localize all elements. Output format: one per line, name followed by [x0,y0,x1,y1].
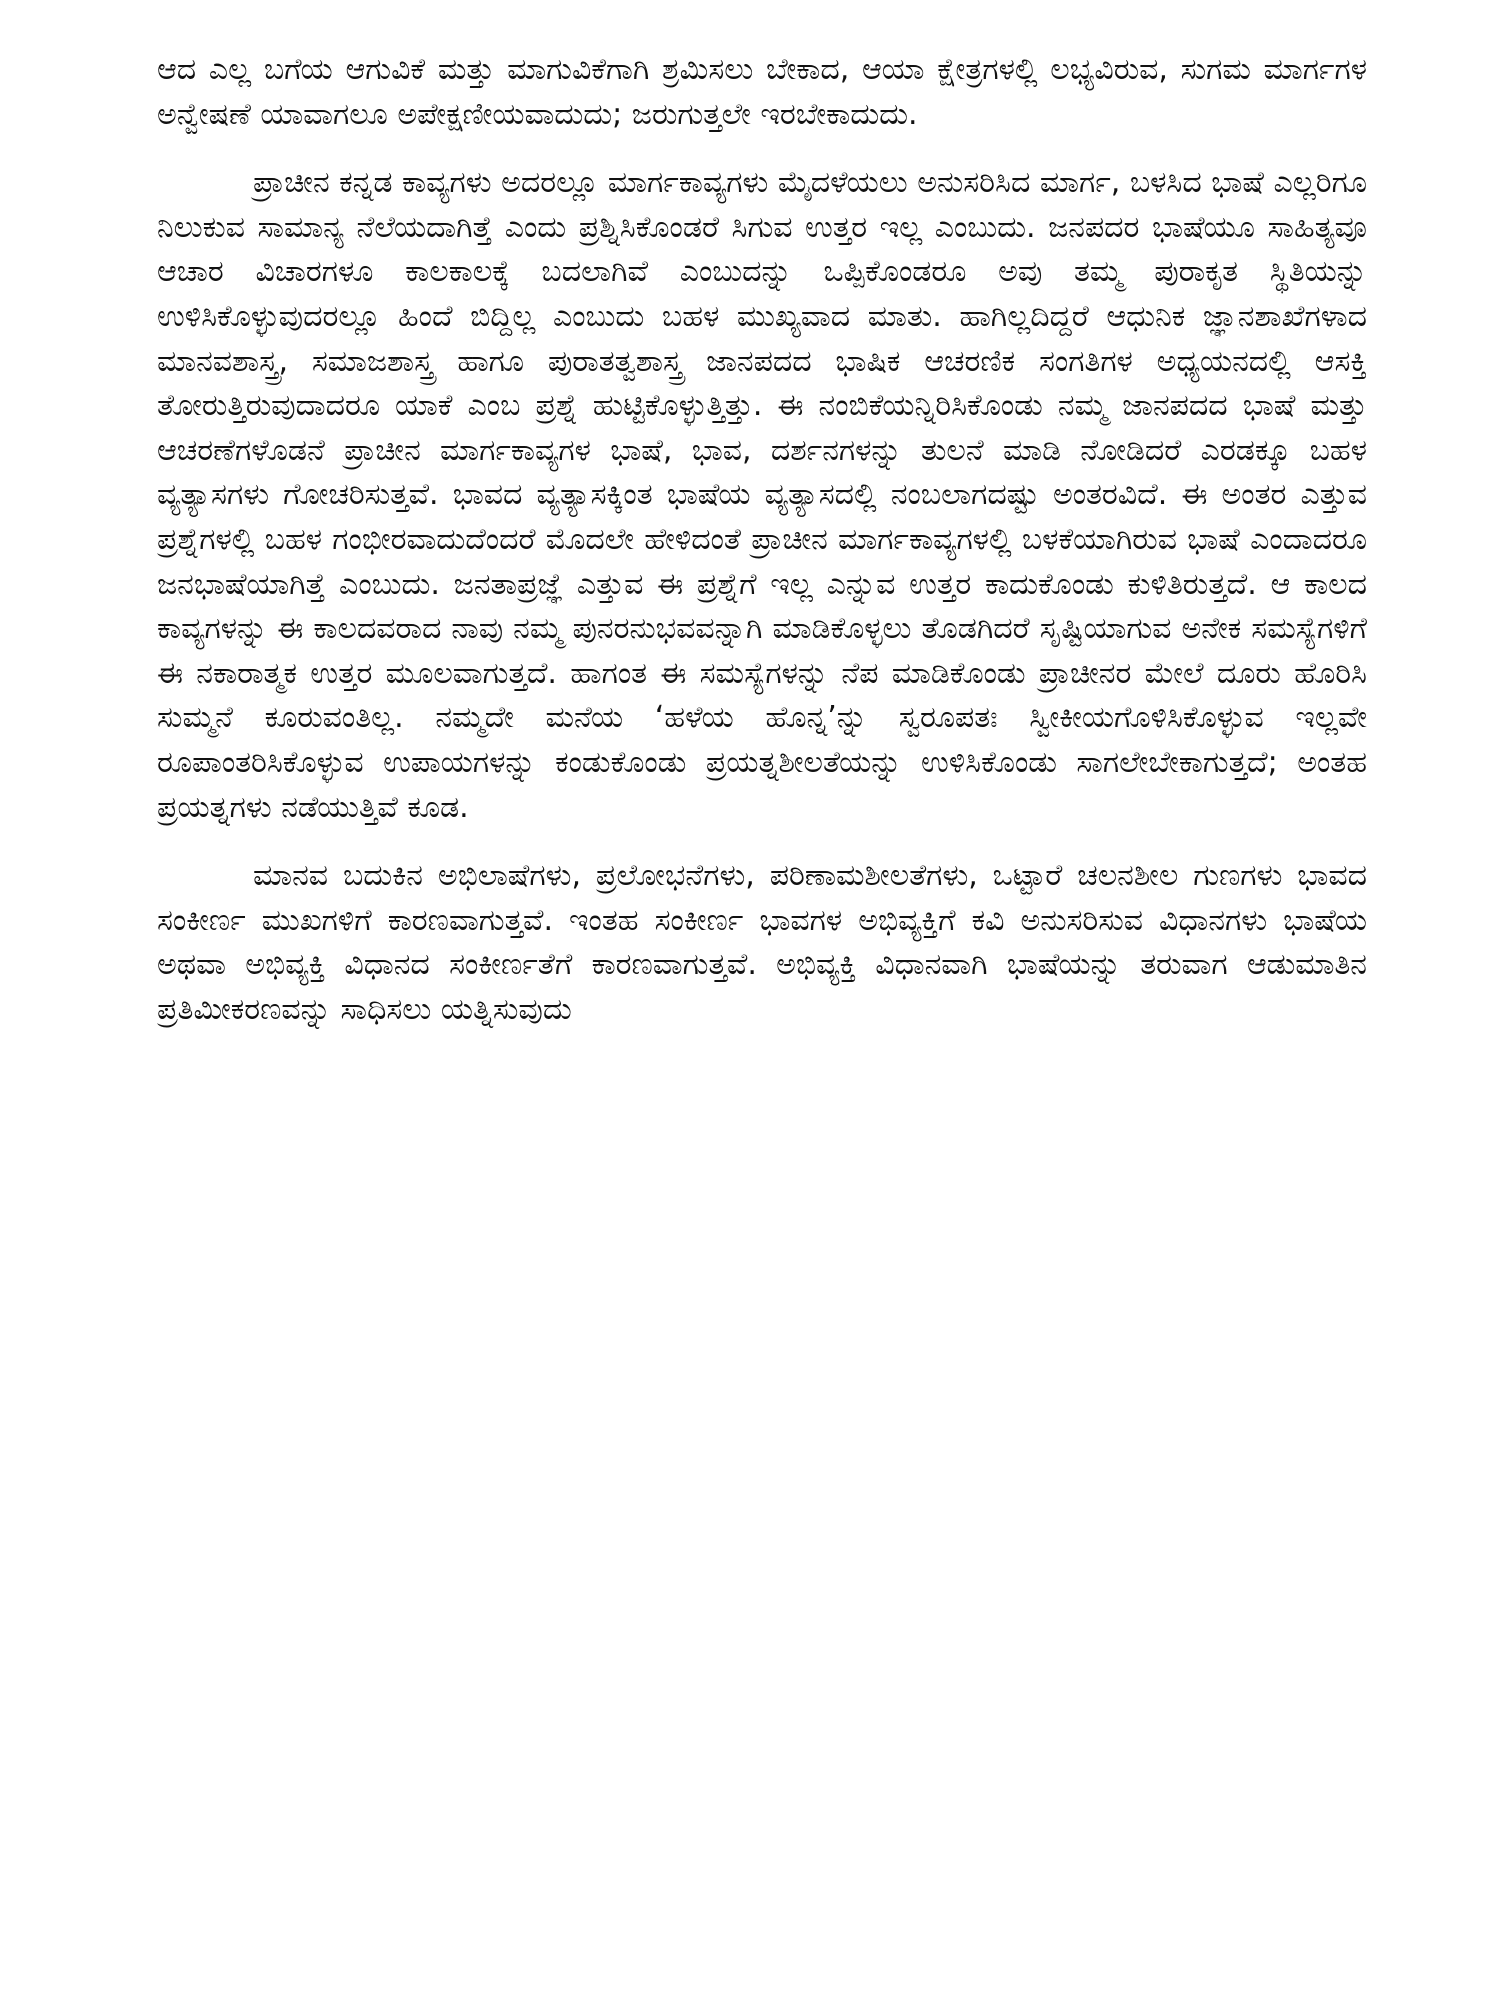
paragraph-1: ಆದ ಎಲ್ಲ ಬಗೆಯ ಆಗುವಿಕೆ ಮತ್ತು ಮಾಗುವಿಕೆಗಾಗಿ ಶ್ರಮಿಸಲು ಬೇಕಾದ, ಆಯಾ ಕ್ಷೇತ್ರಗಳಲ್ಲಿ ಲಭ್ಯವಿರುವ, ಸುಗಮ ಮಾರ್ಗಗಳ ಅನ್ವೇಷಣೆ ಯಾವಾಗಲೂ ಅಪೇಕ್ಷಣೀಯವಾದುದು; ಜರುಗುತ್ತಲೇ ಇರಬೇಕಾದುದು. [157,52,1367,132]
paragraph-3: ಮಾನವ ಬದುಕಿನ ಅಭಿಲಾಷೆಗಳು, ಪ್ರಲೋಭನೆಗಳು, ಪರಿಣಾಮಶೀಲತೆಗಳು, ಒಟ್ಟಾರೆ ಚಲನಶೀಲ ಗುಣಗಳು ಭಾವದ ಸಂಕೀರ್ಣ ಮುಖಗಳಿಗೆ ಕಾರಣವಾಗುತ್ತವೆ. ಇಂತಹ ಸಂಕೀರ್ಣ ಭಾವಗಳ ಅಭಿವ್ಯಕ್ತಿಗೆ ಕವಿ ಅನುಸರಿಸುವ ವಿಧಾನಗಳು ಭಾಷೆಯ ಅಥವಾ ಅಭಿವ್ಯಕ್ತಿ ವಿಧಾನದ ಸಂಕೀರ್ಣತೆಗೆ ಕಾರಣವಾಗುತ್ತವೆ. ಅಭಿವ್ಯಕ್ತಿ ವಿಧಾನವಾಗಿ ಭಾಷೆಯನ್ನು ತರುವಾಗ ಆಡುಮಾತಿನ ಪ್ರತಿಮೀಕರಣವನ್ನು ಸಾಧಿಸಲು ಯತ್ನಿಸುವುದು [157,858,1367,1027]
document-page [157,48,1367,1948]
paragraph-2: ಪ್ರಾಚೀನ ಕನ್ನಡ ಕಾವ್ಯಗಳು ಅದರಲ್ಲೂ ಮಾರ್ಗಕಾವ್ಯಗಳು ಮೈದಳೆಯಲು ಅನುಸರಿಸಿದ ಮಾರ್ಗ, ಬಳಸಿದ ಭಾಷೆ ಎಲ್ಲರಿಗೂ ನಿಲುಕುವ ಸಾಮಾನ್ಯ ನೆಲೆಯದಾಗಿತ್ತೆ ಎಂದು ಪ್ರಶ್ನಿಸಿಕೊಂಡರೆ ಸಿಗುವ ಉತ್ತರ ಇಲ್ಲ ಎಂಬುದು. ಜನಪದರ ಭಾಷೆಯೂ ಸಾಹಿತ್ಯವೂ ಆಚಾರ ವಿಚಾರಗಳೂ ಕಾಲಕಾಲಕ್ಕೆ ಬದಲಾಗಿವೆ ಎಂಬುದನ್ನು ಒಪ್ಪಿಕೊಂಡರೂ ಅವು ತಮ್ಮ ಪುರಾಕೃತ ಸ್ಥಿತಿಯನ್ನು ಉಳಿಸಿಕೊಳ್ಳುವುದರಲ್ಲೂ ಹಿಂದೆ ಬಿದ್ದಿಲ್ಲ ಎಂಬುದು ಬಹಳ ಮುಖ್ಯವಾದ ಮಾತು. ಹಾಗಿಲ್ಲದಿದ್ದರೆ ಆಧುನಿಕ ಜ್ಞಾನಶಾಖೆಗಳಾದ ಮಾನವಶಾಸ್ತ್ರ, ಸಮಾಜಶಾಸ್ತ್ರ ಹಾಗೂ ಪುರಾತತ್ವಶಾಸ್ತ್ರ ಜಾನಪದದ ಭಾಷಿಕ ಆಚರಣಿಕ ಸಂಗತಿಗಳ ಅಧ್ಯಯನದಲ್ಲಿ ಆಸಕ್ತಿ ತೋರುತ್ತಿರುವುದಾದರೂ ಯಾಕೆ ಎಂಬ ಪ್ರಶ್ನೆ ಹುಟ್ಟಿಕೊಳ್ಳುತ್ತಿತ್ತು. ಈ ನಂಬಿಕೆಯನ್ನಿರಿಸಿಕೊಂಡು ನಮ್ಮ ಜಾನಪದದ ಭಾಷೆ ಮತ್ತು ಆಚರಣೆಗಳೊಡನೆ ಪ್ರಾಚೀನ ಮಾರ್ಗಕಾವ್ಯಗಳ ಭಾಷೆ, ಭಾವ, ದರ್ಶನಗಳನ್ನು ತುಲನೆ ಮಾಡಿ ನೋಡಿದರೆ ಎರಡಕ್ಕೂ ಬಹಳ ವ್ಯತ್ಯಾಸಗಳು ಗೋಚರಿಸುತ್ತವೆ. ಭಾವದ ವ್ಯತ್ಯಾಸಕ್ಕಿಂತ ಭಾಷೆಯ ವ್ಯತ್ಯಾಸದಲ್ಲಿ ನಂಬಲಾಗದಷ್ಟು ಅಂತರವಿದೆ. ಈ ಅಂತರ ಎತ್ತುವ ಪ್ರಶ್ನೆಗಳಲ್ಲಿ ಬಹಳ ಗಂಭೀರವಾದುದೆಂದರೆ ಮೊದಲೇ ಹೇಳಿದಂತೆ ಪ್ರಾಚೀನ ಮಾರ್ಗಕಾವ್ಯಗಳಲ್ಲಿ ಬಳಕೆಯಾಗಿರುವ ಭಾಷೆ ಎಂದಾದರೂ ಜನಭಾಷೆಯಾಗಿತ್ತೆ ಎಂಬುದು. ಜನತಾಪ್ರಜ್ಞೆ ಎತ್ತುವ ಈ ಪ್ರಶ್ನೆಗೆ ಇಲ್ಲ ಎನ್ನುವ ಉತ್ತರ ಕಾದುಕೊಂಡು ಕುಳಿತಿರುತ್ತದೆ. ಆ ಕಾಲದ ಕಾವ್ಯಗಳನ್ನು ಈ ಕಾಲದವರಾದ ನಾವು ನಮ್ಮ ಪುನರನುಭವವನ್ನಾಗಿ ಮಾಡಿಕೊಳ್ಳಲು ತೊಡಗಿದರೆ ಸೃಷ್ಟಿಯಾಗುವ ಅನೇಕ ಸಮಸ್ಯೆಗಳಿಗೆ ಈ ನಕಾರಾತ್ಮಕ ಉತ್ತರ ಮೂಲವಾಗುತ್ತದೆ. ಹಾಗಂತ ಈ ಸಮಸ್ಯೆಗಳನ್ನು ನೆಪ ಮಾಡಿಕೊಂಡು ಪ್ರಾಚೀನರ ಮೇಲೆ ದೂರು ಹೊರಿಸಿ ಸುಮ್ಮನೆ ಕೂರುವಂತಿಲ್ಲ. ನಮ್ಮದೇ ಮನೆಯ ‘ಹಳೆಯ ಹೊನ್ನ’ನ್ನು ಸ್ವರೂಪತಃ ಸ್ವೀಕೀಯಗೊಳಿಸಿಕೊಳ್ಳುವ ಇಲ್ಲವೇ ರೂಪಾಂತರಿಸಿಕೊಳ್ಳುವ ಉಪಾಯಗಳನ್ನು ಕಂಡುಕೊಂಡು ಪ್ರಯತ್ನಶೀಲತೆಯನ್ನು ಉಳಿಸಿಕೊಂಡು ಸಾಗಲೇಬೇಕಾಗುತ್ತದೆ; ಅಂತಹ ಪ್ರಯತ್ನಗಳು ನಡೆಯುತ್ತಿವೆ ಕೂಡ. [157,165,1367,825]
